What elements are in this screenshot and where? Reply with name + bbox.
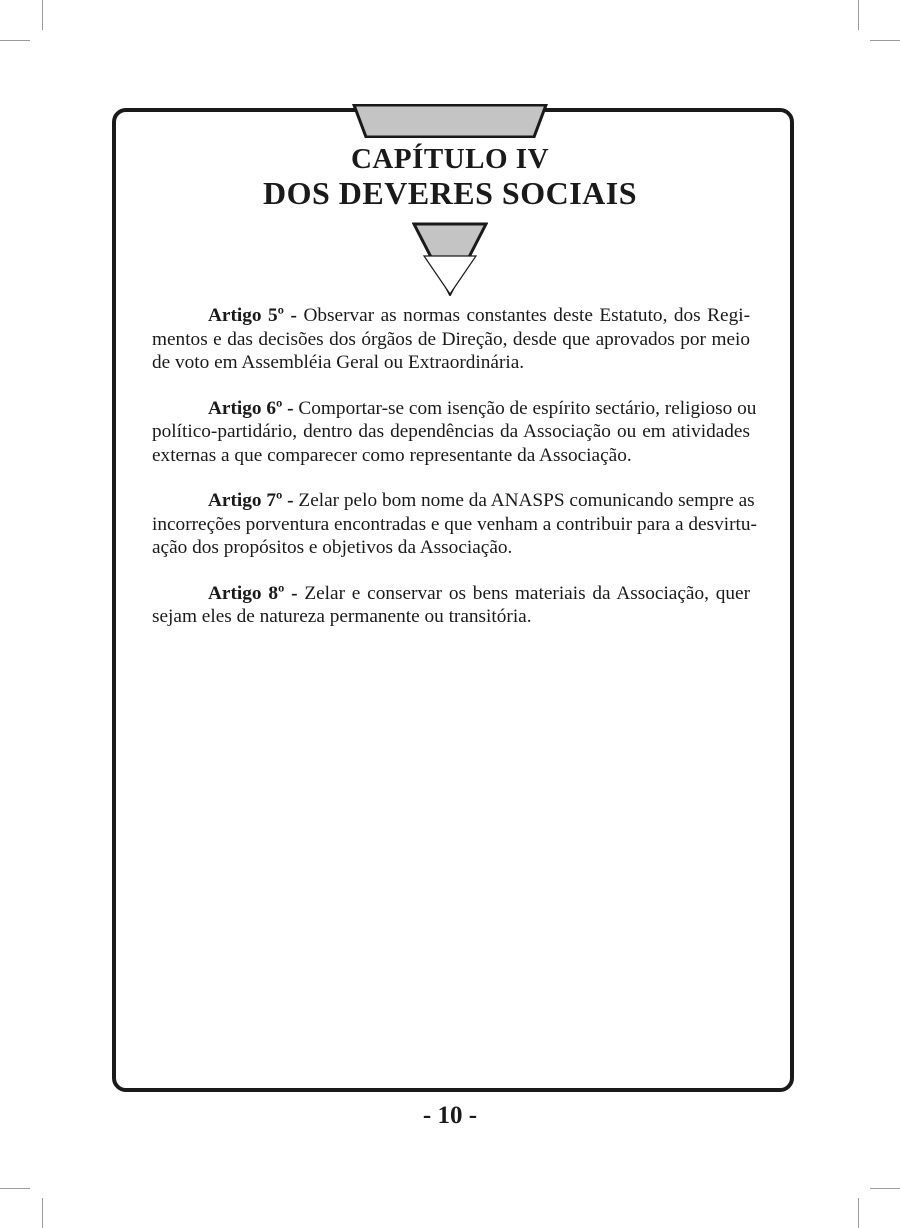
article-line: sejam eles de natureza permanente ou transitória. xyxy=(152,606,532,627)
crop-mark xyxy=(870,40,900,41)
articles-section xyxy=(152,304,757,651)
crop-mark xyxy=(0,40,30,41)
crop-mark xyxy=(858,1198,859,1228)
article-line xyxy=(152,582,750,606)
article-7 xyxy=(152,489,757,560)
page-number: - 10 - xyxy=(422,1102,478,1129)
article-line: incorreções porventura encontradas e que venham a contribuir para a desvirtu- xyxy=(152,513,757,535)
crop-mark xyxy=(42,1198,43,1228)
article-line xyxy=(152,489,755,513)
crop-mark xyxy=(42,0,43,30)
article-line xyxy=(152,304,750,328)
article-line xyxy=(152,397,757,421)
crop-mark xyxy=(0,1188,30,1189)
article-line: de voto em Assembléia Geral ou Extraordinária. xyxy=(152,352,525,373)
crop-mark xyxy=(870,1188,900,1189)
article-label: Artigo 8º - xyxy=(208,582,298,604)
chapter-label: CAPÍTULO IV xyxy=(350,143,550,175)
chapter-title: DOS DEVERES SOCIAIS xyxy=(262,175,638,211)
article-label: Artigo 5º - xyxy=(208,305,297,326)
top-wedge-ornament xyxy=(352,104,548,138)
article-text: Zelar e conservar os bens materiais da Associação, quer xyxy=(297,582,750,604)
article-8 xyxy=(152,582,750,629)
article-6 xyxy=(152,397,757,468)
article-label: Artigo 6º - xyxy=(208,397,294,419)
article-5 xyxy=(152,304,750,375)
article-line: mentos e das decisões dos órgãos de Direção, desde que aprovados por meio xyxy=(152,328,750,350)
article-text: Zelar pelo bom nome da ANASPS comunicando sempre as xyxy=(293,490,755,511)
crop-mark xyxy=(858,0,859,30)
article-label: Artigo 7º - xyxy=(208,490,294,511)
article-line: ação dos propósitos e objetivos da Associação. xyxy=(152,537,513,558)
bottom-wedge-ornament xyxy=(412,222,488,296)
article-text: Observar as normas constantes deste Estatuto, dos Regi- xyxy=(296,305,750,326)
article-line: político-partidário, dentro das dependências da Associação ou em atividades xyxy=(152,421,750,442)
article-line: externas a que comparecer como representante da Associação. xyxy=(152,444,632,466)
article-text: Comportar-se com isenção de espírito sectário, religioso ou xyxy=(293,397,757,419)
